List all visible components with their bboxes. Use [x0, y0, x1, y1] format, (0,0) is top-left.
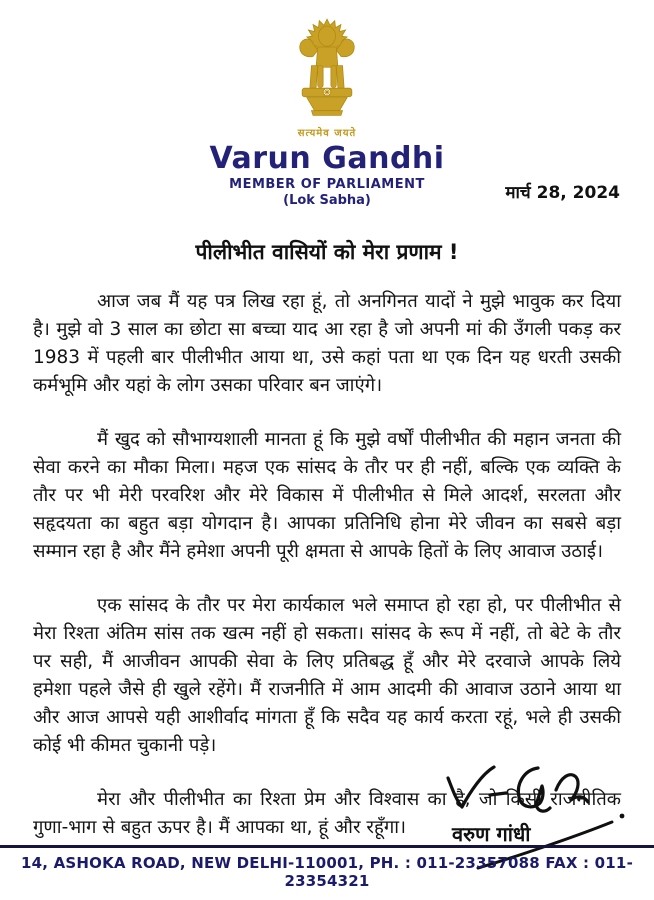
paragraph-1: आज जब मैं यह पत्र लिख रहा हूं, तो अनगिनत यादों ने मुझे भावुक कर दिया है। मुझे वो 3 साल का छोटा सा बच्चा याद आ रहा है जो अपनी मां की उँगली पकड़ कर 1983 में पहली बार पीलीभीत आया था, उसे कहां पता था एक दिन यह धरती उसकी कर्मभूमि और यहां के लोग उसका परिवार बन जाएंगे।	[33, 290, 621, 396]
letterhead-name: Varun Gandhi	[209, 141, 445, 176]
letterhead-house: (Lok Sabha)	[283, 192, 371, 208]
signed-name: वरुण गांधी	[452, 822, 531, 846]
footer	[0, 845, 654, 900]
letterhead-title: MEMBER OF PARLIAMENT	[229, 176, 425, 192]
paragraph-2: मैं खुद को सौभाग्यशाली मानता हूं कि मुझे वर्षों पीलीभीत की महान जनता की सेवा करने का मौका मिला। महज एक सांसद के तौर पर ही नहीं, बल्कि एक व्यक्ति के तौर पर भी मेरी परवरिश और मेरे विकास में पीलीभीत से मिले आदर्श, सरलता और सहृदयता का बहुत बड़ा योगदान है। आपका प्रतिनिधि होना मेरे जीवन का सबसे बड़ा सम्मान रहा है और मैंने हमेशा अपनी पूरी क्षमता से आपके हितों के लिए आवाज उठाई।	[33, 428, 621, 562]
ashoka-emblem-icon	[288, 16, 366, 120]
emblem-motto: सत्यमेव जयते	[297, 128, 357, 139]
ashoka-lion-capital-icon	[288, 16, 366, 120]
footer-address: 14, ASHOKA ROAD, NEW DELHI-110001, PH. : 011-23357088 FAX : 011-23354321	[21, 854, 633, 890]
letterhead	[0, 0, 654, 208]
salutation-heading: पीलीभीत वासियों को मेरा प्रणाम !	[195, 239, 459, 264]
letter-date: मार्च 28, 2024	[505, 183, 620, 203]
paragraph-4: मेरा और पीलीभीत का रिश्ता प्रेम और विश्वास का है, जो किसी राजनीतिक गुणा-भाग से बहुत ऊपर है। मैं आपका था, हूं और रहूँगा।	[33, 788, 621, 838]
letter-body	[33, 288, 621, 842]
paragraph-3: एक सांसद के तौर पर मेरा कार्यकाल भले समाप्त हो रहा हो, पर पीलीभीत से मेरा रिश्ता अंतिम सांस तक खत्म नहीं हो सकता। सांसद के रूप में नहीं, तो बेटे के तौर पर सही, मैं आजीवन आपकी सेवा के लिए प्रतिबद्ध हूँ और मेरे दरवाजे आपके लिये हमेशा पहले जैसे ही खुले रहेंगे। मैं राजनीति में आम आदमी की आवाज उठाने आया था और आज आपसे यही आशीर्वाद मांगता हूँ कि सदैव यह कार्य करता रहूं, भले ही उसकी कोई भी कीमत चुकानी पड़े।	[33, 594, 621, 756]
